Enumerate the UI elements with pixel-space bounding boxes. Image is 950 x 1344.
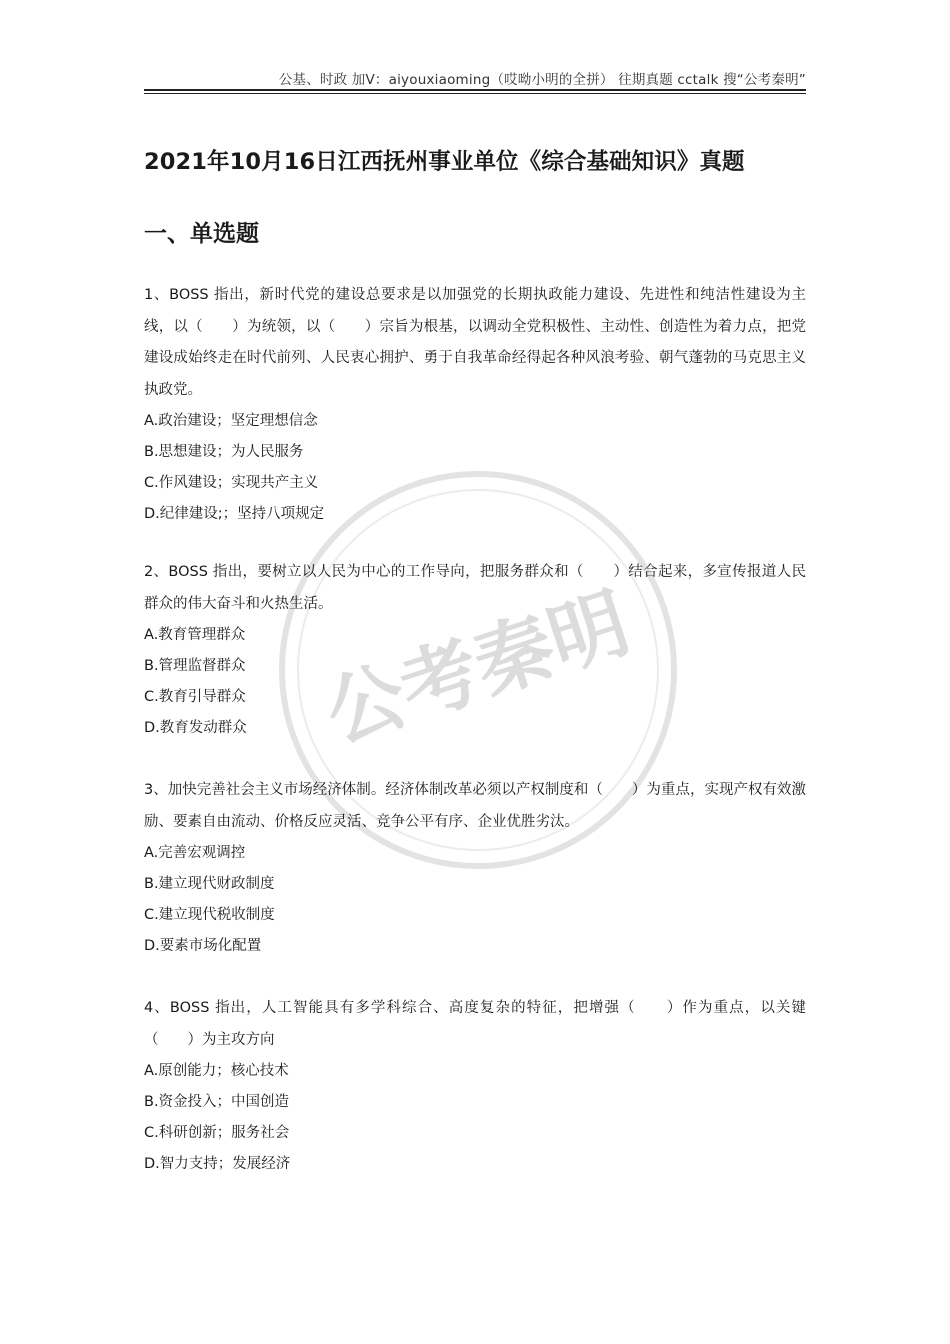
header-text: 公基、时政 加V：aiyouxiaoming（哎呦小明的全拼） 往期真题 cctalk 搜“公考秦明” xyxy=(278,72,806,88)
question-3 xyxy=(144,775,806,962)
option-a: A.原创能力；核心技术 xyxy=(144,1063,289,1079)
option-d: D.要素市场化配置 xyxy=(144,938,262,954)
option-b: B.建立现代财政制度 xyxy=(144,876,275,892)
question-4 xyxy=(144,993,806,1180)
page-header xyxy=(144,60,806,90)
option-c: C.建立现代税收制度 xyxy=(144,907,275,923)
document-title: 2021年10月16日江西抚州事业单位《综合基础知识》真题 xyxy=(144,149,745,175)
option-d: D.纪律建设;；坚持八项规定 xyxy=(144,506,325,522)
question-stem: 4、BOSS 指出，人工智能具有多学科综合、高度复杂的特征，把增强（ ）作为重点，以关键（ ）为主攻方向 xyxy=(144,1000,806,1048)
question-2 xyxy=(144,557,806,744)
option-b: B.管理监督群众 xyxy=(144,658,246,674)
option-b: B.思想建设；为人民服务 xyxy=(144,444,304,460)
option-b: B.资金投入；中国创造 xyxy=(144,1094,290,1110)
header-rule-thick xyxy=(144,89,806,91)
question-1 xyxy=(144,280,806,530)
header-rule-thin xyxy=(144,93,806,94)
option-c: C.教育引导群众 xyxy=(144,689,246,705)
question-stem: 1、BOSS 指出，新时代党的建设总要求是以加强党的长期执政能力建设、先进性和纯洁性建设为主线，以（ ）为统领，以（ ）宗旨为根基，以调动全党积极性、主动性、创造性为着力点，把党建设成始终走在时代前列、人民衷心拥护、勇于自我革命经得起各种风浪考验、朝气蓬勃的马克思主义执政党。 xyxy=(144,287,806,398)
option-d: D.教育发动群众 xyxy=(144,720,247,736)
question-stem: 3、加快完善社会主义市场经济体制。经济体制改革必须以产权制度和（ ）为重点，实现产权有效激励、要素自由流动、价格反应灵活、竞争公平有序、企业优胜劣汰。 xyxy=(144,782,806,830)
option-c: C.科研创新；服务社会 xyxy=(144,1125,290,1141)
option-d: D.智力支持；发展经济 xyxy=(144,1156,291,1172)
option-a: A.教育管理群众 xyxy=(144,627,246,643)
section-title: 一、单选题 xyxy=(144,221,259,247)
option-c: C.作风建设；实现共产主义 xyxy=(144,475,319,491)
watermark-text: 公考秦明 xyxy=(315,577,640,761)
option-a: A.完善宏观调控 xyxy=(144,845,246,861)
question-stem: 2、BOSS 指出，要树立以人民为中心的工作导向，把服务群众和（ ）结合起来，多宣传报道人民群众的伟大奋斗和火热生活。 xyxy=(144,564,806,612)
option-a: A.政治建设；坚定理想信念 xyxy=(144,413,318,429)
